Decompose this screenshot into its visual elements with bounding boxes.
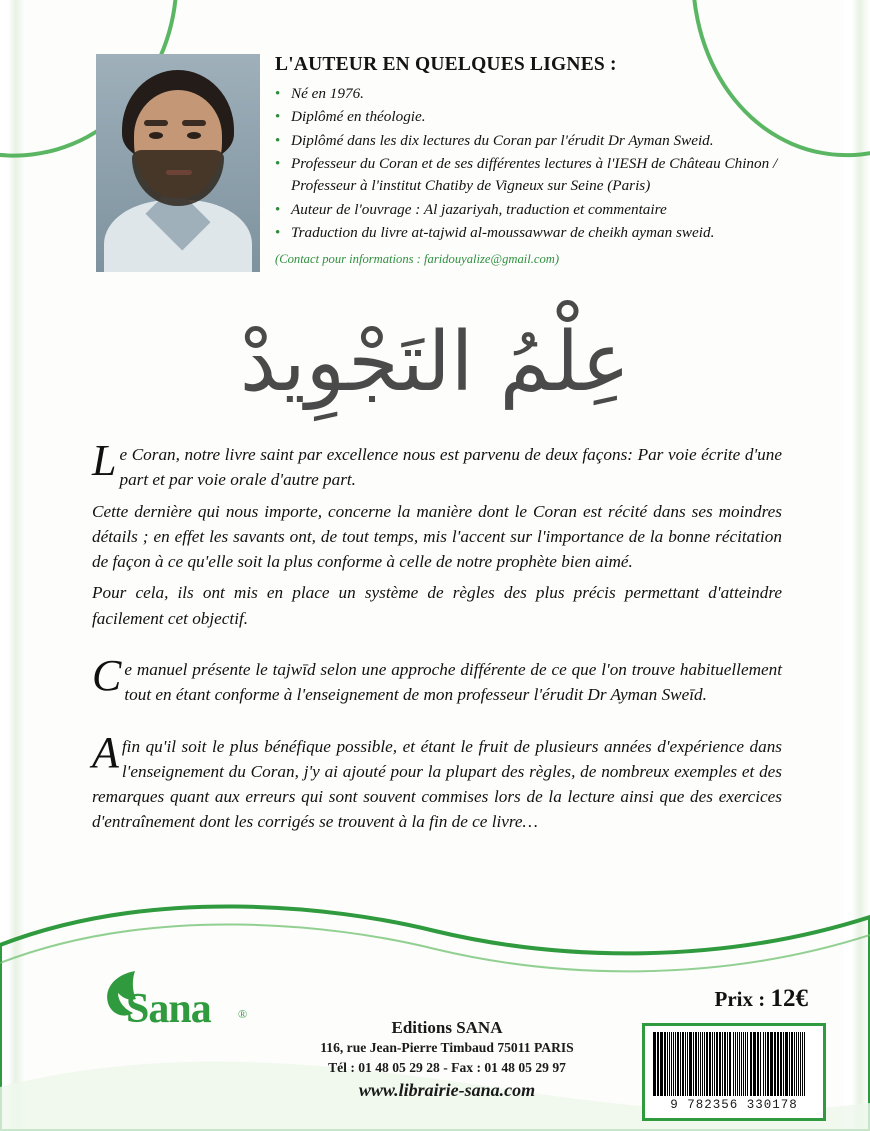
bullet-icon: • xyxy=(275,109,281,126)
photo-eye-left xyxy=(149,132,163,139)
photo-mouth xyxy=(166,170,192,175)
bullet-icon: • xyxy=(275,225,281,242)
author-bio-item-text: Né en 1976. xyxy=(291,85,364,102)
photo-eye-right xyxy=(187,132,201,139)
registered-trademark-icon: ® xyxy=(238,1007,248,1021)
paragraph xyxy=(92,499,782,575)
author-bio-block xyxy=(275,54,810,267)
author-bio-title: L'AUTEUR EN QUELQUES LIGNES : xyxy=(275,54,617,75)
photo-eyebrow-right xyxy=(182,120,206,126)
back-cover-body xyxy=(92,436,782,841)
publisher-phone: Tél : 01 48 05 29 28 - Fax : 01 48 05 29 97 xyxy=(328,1060,566,1075)
paragraph xyxy=(92,580,782,631)
paragraph xyxy=(92,650,782,708)
barcode-bars xyxy=(653,1032,815,1096)
publisher-logo xyxy=(92,973,262,1043)
publisher-website: www.librairie-sana.com xyxy=(358,1080,536,1100)
bullet-icon: • xyxy=(275,156,281,173)
paragraph xyxy=(92,727,782,835)
barcode-number: 9 782356 330178 xyxy=(670,1098,798,1112)
price-amount: 12€ xyxy=(770,985,808,1012)
barcode xyxy=(642,1023,826,1121)
arabic-title-text: عِلْمُ التَجْوِيدْ xyxy=(239,315,631,410)
bullet-icon: • xyxy=(275,86,281,102)
list-item xyxy=(275,130,810,152)
list-item xyxy=(275,83,810,105)
author-contact-line: (Contact pour informations : faridouyalize@gmail.com) xyxy=(275,252,560,267)
publisher-logo-text: Sana xyxy=(126,986,211,1032)
bullet-icon: • xyxy=(275,201,281,218)
arabic-title xyxy=(0,312,870,430)
author-bio-item-text: Professeur du Coran et de ses différentes lectures à l'IESH de Château Chinon / Professeur à l'institut Chatiby de Vigneux sur Seine (Paris) xyxy=(291,155,778,195)
price-prefix: Prix : xyxy=(714,987,771,1011)
paragraph-text: fin qu'il soit le plus bénéfique possible, et étant le fruit de plusieurs années d'expérience dans l'enseignement du Coran, j'y ai ajouté pour la plupart des règles, de nombreux exemples et des remarques quant aux erreurs qui sont souvent commises lors de la lecture ainsi que des exercices d'entraînement dont les corrigés se trouvent à la fin de ce livre… xyxy=(92,736,782,832)
list-item xyxy=(275,222,810,244)
author-bio-item-text: Traduction du livre at-tajwid al-moussawwar de cheikh ayman sweid. xyxy=(291,224,715,242)
publisher-name: Editions SANA xyxy=(391,1018,503,1037)
list-item xyxy=(275,199,810,221)
author-bio-item-text: Auteur de l'ouvrage : Al jazariyah, traduction et commentaire xyxy=(291,200,667,218)
author-photo xyxy=(96,54,260,272)
author-bio-item-text: Diplômé dans les dix lectures du Coran par l'érudit Dr Ayman Sweid. xyxy=(291,131,714,149)
drop-cap: A xyxy=(92,727,119,777)
paragraph-text: e Coran, notre livre saint par excellence nous est parvenu de deux façons: Par voie écrite d'une part et par voie orale d'autre part. xyxy=(119,445,782,490)
bullet-icon: • xyxy=(275,132,281,149)
author-bio-item-text: Diplômé en théologie. xyxy=(291,108,426,126)
photo-eyebrow-left xyxy=(144,120,168,126)
list-item xyxy=(275,106,810,128)
publisher-info xyxy=(262,1018,632,1101)
author-bio-list xyxy=(275,83,810,244)
drop-cap: C xyxy=(92,650,122,700)
author-section xyxy=(0,46,870,306)
drop-cap: L xyxy=(92,436,117,485)
publisher-address: 116, rue Jean-Pierre Timbaud 75011 PARIS xyxy=(320,1040,574,1055)
paragraph-text: e manuel présente le tajwīd selon une approche différente de ce que l'on trouve habituellement tout en étant conforme à l'enseignement de mon professeur l'érudit Dr Ayman Sweīd. xyxy=(124,659,782,705)
list-item xyxy=(275,153,810,198)
paragraph-text: Pour cela, ils ont mis en place un système de règles des plus précis permettant d'atteindre facilement cet objectif. xyxy=(92,583,782,628)
price-label xyxy=(715,985,808,1013)
paragraph xyxy=(92,436,782,493)
paragraph-text: Cette dernière qui nous importe, concerne la manière dont le Coran est récité dans ses moindres détails ; en effet les savants ont, de tout temps, mis l'accent sur l'importance de la bonne récitation de façon à ce qu'elle soit la plus conforme à celle de notre prophète bien aimé. xyxy=(92,501,782,572)
